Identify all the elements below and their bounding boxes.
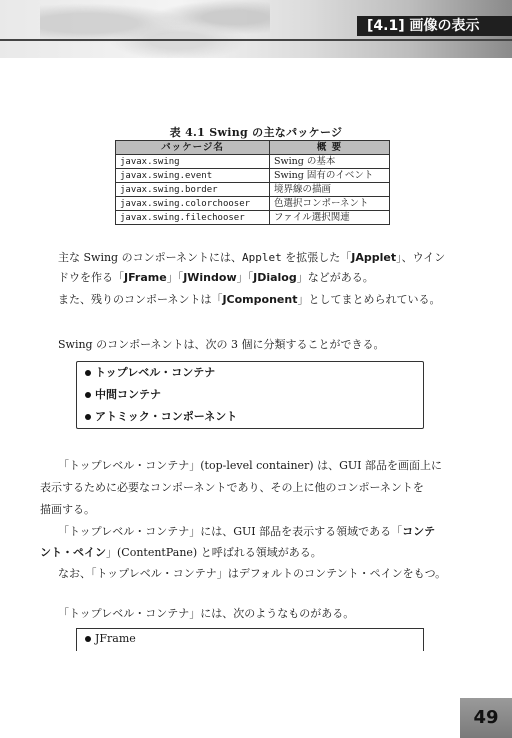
paragraph-line: 「トップレベル・コンテナ」には、次のようなものがある。 xyxy=(58,607,355,620)
table-row xyxy=(116,183,390,197)
list-item: JFrame xyxy=(77,629,423,649)
package-summary-cell: ファイル選択関連 xyxy=(270,211,390,225)
paragraph-line: 「トップレベル・コンテナ」(top-level container) は、GUI 部品を画面上に xyxy=(58,459,442,472)
toplevel-list-box xyxy=(76,628,424,651)
package-name-cell: javax.swing.border xyxy=(116,183,270,197)
column-header: 概 要 xyxy=(270,141,390,155)
paragraph-line: また、残りのコンポーネントは「JComponent」としてまとめられている。 xyxy=(58,293,441,306)
table-caption: 表 4.1 Swing の主なパッケージ xyxy=(169,126,343,139)
paragraph-line: 主な Swing のコンポーネントには、Applet を拡張した「JApplet」、ウイン xyxy=(58,251,446,264)
header-decoration xyxy=(40,0,270,58)
table-header-row xyxy=(116,141,390,155)
paragraph-line: ント・ペイン」(ContentPane) と呼ばれる領域がある。 xyxy=(40,546,322,559)
package-summary-cell: 色選択コンポーネント xyxy=(270,197,390,211)
section-title: [4.1] 画像の表示 xyxy=(357,16,512,36)
paragraph-line: なお、「トップレベル・コンテナ」はデフォルトのコンテント・ペインをもつ。 xyxy=(58,567,447,580)
package-name-cell: javax.swing.colorchooser xyxy=(116,197,270,211)
package-name-cell: javax.swing.event xyxy=(116,169,270,183)
page-number: 49 xyxy=(473,707,499,728)
package-name-cell: javax.swing xyxy=(116,155,270,169)
list-item: アトミック・コンポーネント xyxy=(77,406,423,428)
paragraph-line: ドウを作る「JFrame」「JWindow」「JDialog」などがある。 xyxy=(58,271,374,284)
paragraph-line: 表示するために必要なコンポーネントであり、その上に他のコンポーネントを xyxy=(40,481,424,494)
table-row xyxy=(116,169,390,183)
column-header: パッケージ名 xyxy=(116,141,270,155)
package-summary-cell: 境界線の描画 xyxy=(270,183,390,197)
category-box xyxy=(76,361,424,429)
package-table xyxy=(115,140,390,225)
paragraph-line: 描画する。 xyxy=(40,503,95,516)
table-row xyxy=(116,155,390,169)
package-name-cell: javax.swing.filechooser xyxy=(116,211,270,225)
list-item: 中間コンテナ xyxy=(77,384,423,406)
header-rule xyxy=(0,39,512,41)
package-summary-cell: Swing 固有のイベント xyxy=(270,169,390,183)
paragraph-line: Swing のコンポーネントは、次の 3 個に分類することができる。 xyxy=(58,338,385,351)
package-summary-cell: Swing の基本 xyxy=(270,155,390,169)
table-row xyxy=(116,211,390,225)
table-row xyxy=(116,197,390,211)
list-item: トップレベル・コンテナ xyxy=(77,362,423,384)
paragraph-line: 「トップレベル・コンテナ」には、GUI 部品を表示する領域である「コンテ xyxy=(58,525,436,538)
